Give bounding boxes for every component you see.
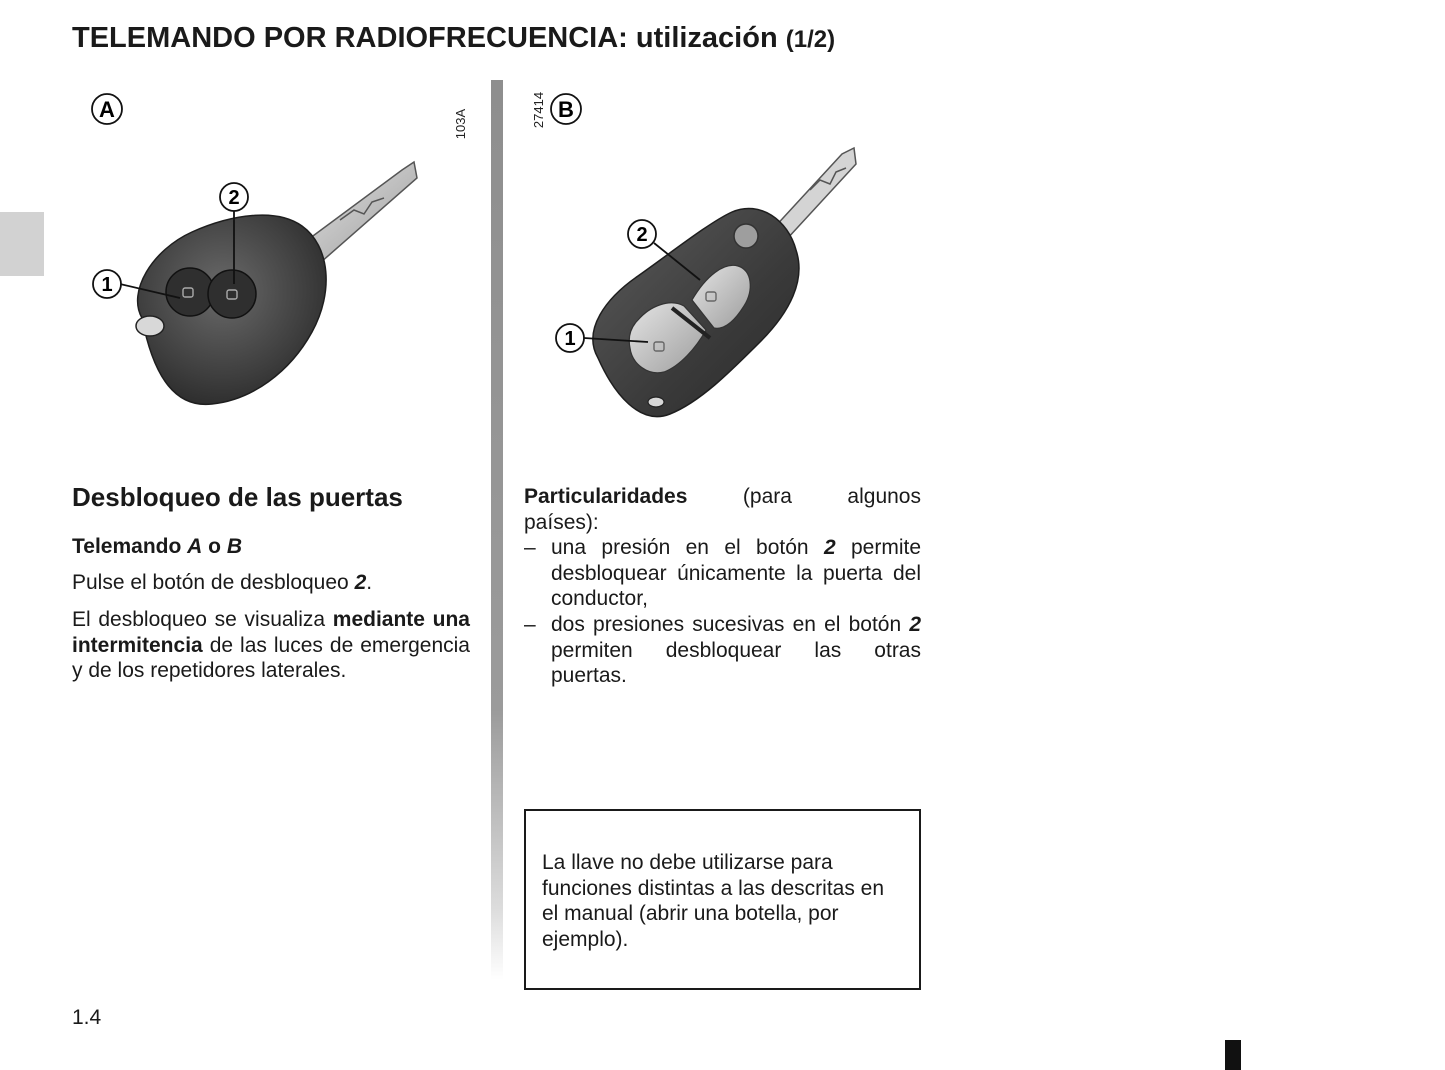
column-divider bbox=[491, 80, 503, 980]
key-a-illustration bbox=[72, 80, 482, 440]
callout-label-2: 2 bbox=[228, 187, 240, 209]
figure-key-a bbox=[72, 80, 482, 440]
button-number: 2 bbox=[823, 536, 836, 560]
paragraph-press-button bbox=[72, 571, 372, 595]
key-b-ring-hole bbox=[648, 397, 664, 407]
figure-key-b bbox=[520, 80, 920, 440]
button-number: 2 bbox=[354, 571, 367, 594]
page-title bbox=[72, 22, 835, 55]
paragraph-text: Pulse el botón de desbloqueo bbox=[72, 571, 355, 594]
list-item-text: una presión en el botón bbox=[551, 536, 824, 560]
warning-note-box bbox=[524, 809, 921, 990]
key-b-body bbox=[593, 208, 799, 416]
list-item-text: permiten desbloquear las otras puertas. bbox=[551, 638, 921, 688]
title-main: TELEMANDO POR RADIOFRECUENCIA: utilización bbox=[72, 22, 778, 54]
paragraph-text: El desbloqueo se visualiza bbox=[72, 608, 333, 631]
section-side-tab bbox=[0, 212, 44, 276]
list-item-text: permite desbloquear únicamente la puerta del conductor, bbox=[551, 536, 922, 611]
key-b-illustration bbox=[520, 80, 920, 440]
sub-heading-b: B bbox=[226, 535, 242, 558]
key-b-release-button bbox=[734, 224, 758, 248]
paragraph-bold: mediante una intermitencia bbox=[72, 608, 470, 657]
figure-b-label: B bbox=[558, 97, 574, 122]
key-a-button-1 bbox=[166, 268, 214, 316]
corner-mark bbox=[1225, 1040, 1241, 1070]
particularities-block bbox=[524, 484, 921, 689]
warning-note-text: La llave no debe utilizarse para funciones distintas a las descritas en el manual (abrir una botella, por ejemplo). bbox=[542, 851, 885, 951]
sub-heading-a: A bbox=[187, 535, 203, 558]
sub-heading-prefix: Telemando bbox=[72, 535, 188, 558]
callout-label-2: 2 bbox=[636, 224, 648, 246]
list-item bbox=[524, 535, 921, 612]
paragraph-end: de las luces de emergencia y de los repetidores laterales. bbox=[72, 633, 470, 683]
sub-heading-mid: o bbox=[202, 535, 227, 558]
particularities-lead bbox=[524, 484, 921, 510]
list-item bbox=[524, 612, 921, 689]
figure-a-label: A bbox=[99, 97, 115, 122]
sub-heading bbox=[72, 535, 242, 559]
particularities-label: Particularidades bbox=[524, 485, 688, 508]
key-a-button-2 bbox=[208, 270, 256, 318]
paragraph-end: . bbox=[366, 571, 373, 594]
list-item-text: dos presiones sucesivas en el botón bbox=[551, 612, 910, 636]
callout-label-1: 1 bbox=[101, 274, 113, 296]
callout-label-1: 1 bbox=[564, 328, 576, 350]
particularities-lead-rest: (para algunos bbox=[687, 485, 921, 508]
particularities-lead-line2: países): bbox=[524, 510, 599, 534]
section-heading: Desbloqueo de las puertas bbox=[72, 482, 403, 512]
page-number: 1.4 bbox=[72, 1006, 102, 1029]
title-part: (1/2) bbox=[785, 26, 836, 53]
figure-b-code: 27414 bbox=[531, 91, 546, 129]
key-a-ring-hole bbox=[136, 316, 164, 336]
particularities-list bbox=[524, 535, 921, 689]
figure-a-code: 103A bbox=[453, 108, 468, 140]
paragraph-unlock-indication bbox=[72, 607, 470, 684]
button-number: 2 bbox=[909, 612, 921, 636]
